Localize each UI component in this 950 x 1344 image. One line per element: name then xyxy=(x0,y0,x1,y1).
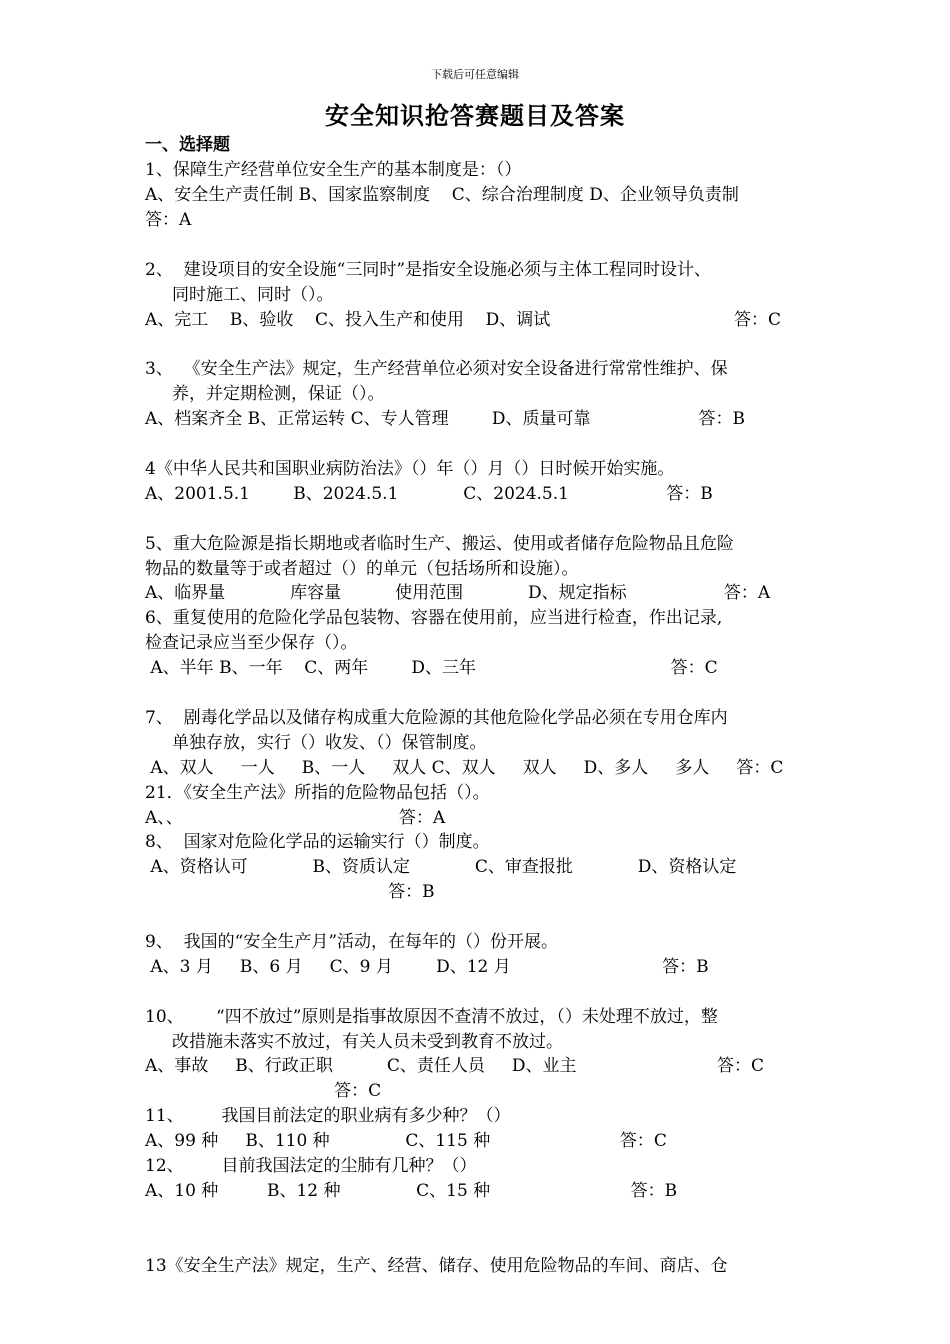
question-line: 8、 国家对危险化学品的运输实行（）制度。 xyxy=(145,832,490,852)
question-line: 4《中华人民共和国职业病防治法》（）年（）月（）日时候开始实施。 xyxy=(145,459,675,479)
section-heading: 一、选择题 xyxy=(145,135,230,155)
page-header: 下载后可任意编辑 xyxy=(431,68,519,81)
options-line: A、10 种 B、12 种 C、15 种 答：B xyxy=(145,1181,678,1201)
options-line: A、事故 B、行政正职 C、责任人员 D、业主 答：C xyxy=(145,1056,764,1076)
question-line: 5、重大危险源是指长期地或者临时生产、搬运、使用或者储存危险物品且危险 xyxy=(145,534,734,554)
question-line: 同时施工、同时（）。 xyxy=(145,285,334,305)
question-line: 3、 《安全生产法》规定，生产经营单位必须对安全设备进行常常性维护、保 xyxy=(145,359,728,379)
question-line: 养，并定期检测，保证（）。 xyxy=(145,384,385,404)
options-line: A、安全生产责任制 B、国家监察制度 C、综合治理制度 D、企业领导负责制 xyxy=(145,185,739,205)
question-line: 物品的数量等于或者超过（）的单元（包括场所和设施）。 xyxy=(145,559,579,579)
question-line: 2、 建设项目的安全设施“三同时”是指安全设施必须与主体工程同时设计、 xyxy=(145,260,712,280)
options-line: A、临界量 库容量 使用范围 D、规定指标 答：A xyxy=(145,583,771,603)
question-line: 12、 目前我国法定的尘肺有几种？（） xyxy=(145,1156,477,1176)
question-line: 11、 我国目前法定的职业病有多少种？（） xyxy=(145,1106,511,1126)
question-line: 9、 我国的“安全生产月”活动，在每年的（）份开展。 xyxy=(145,932,559,952)
document-title: 安全知识抢答赛题目及答案 xyxy=(325,101,625,130)
question-line: 检查记录应当至少保存（）。 xyxy=(145,633,358,653)
question-line: 6、重复使用的危险化学品包装物、容器在使用前，应当进行检查，作出记录, xyxy=(145,608,723,628)
question-line: 13《安全生产法》规定，生产、经营、储存、使用危险物品的车间、商店、仓 xyxy=(145,1256,728,1276)
question-line: 21．《安全生产法》所指的危险物品包括（）。 xyxy=(145,783,490,803)
options-line: A、完工 B、验收 C、投入生产和使用 D、调试 答：C xyxy=(145,310,781,330)
question-line: 1、保障生产经营单位安全生产的基本制度是：（） xyxy=(145,160,522,180)
options-line: A、、 答：A xyxy=(145,808,446,828)
question-line: 7、 剧毒化学品以及储存构成重大危险源的其他危险化学品必须在专用仓库内 xyxy=(145,708,728,728)
question-line: 改措施未落实不放过，有关人员未受到教育不放过。 xyxy=(145,1032,564,1052)
options-line: A、资格认可 B、资质认定 C、审查报批 D、资格认定 xyxy=(145,857,737,877)
options-line: A、2001.5.1 B、2024.5.1 C、2024.5.1 答：B xyxy=(145,484,713,504)
options-line: A、档案齐全 B、正常运转 C、专人管理 D、质量可靠 答：B xyxy=(145,409,746,429)
options-line: A、双人 一人 B、一人 双人 C、双人 双人 D、多人 多人 答：C xyxy=(145,758,784,778)
answer-line: 答：A xyxy=(145,210,192,230)
answer-line: 答：B xyxy=(145,882,435,902)
options-line: A、半年 B、一年 C、两年 D、三年 答：C xyxy=(145,658,718,678)
options-line: A、99 种 B、110 种 C、115 种 答：C xyxy=(145,1131,667,1151)
question-line: 10、 “四不放过”原则是指事故原因不查清不放过，（）未处理不放过，整 xyxy=(145,1007,718,1027)
question-line: 单独存放，实行（）收发、（）保管制度。 xyxy=(145,733,487,753)
answer-line: 答：C xyxy=(145,1081,382,1101)
options-line: A、3 月 B、6 月 C、9 月 D、12 月 答：B xyxy=(145,957,709,977)
